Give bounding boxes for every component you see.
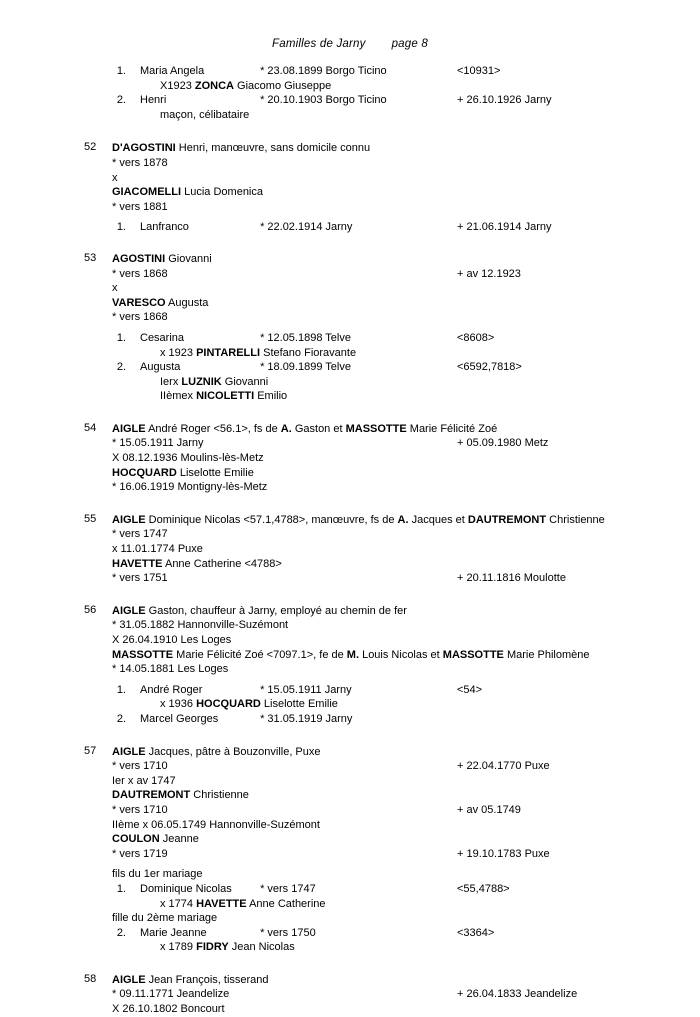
child-name: Marcel Georges xyxy=(140,712,219,725)
entry-line xyxy=(112,281,686,296)
marriage-given: Emilio xyxy=(254,390,288,403)
family-entry xyxy=(0,422,700,495)
note-text: fille du 2ème mariage xyxy=(112,912,218,925)
entry-detail: Augusta xyxy=(165,296,209,309)
child-name: Henri xyxy=(140,94,167,107)
children-list xyxy=(112,683,686,727)
entry-detail: * 09.11.1771 Jeandelize xyxy=(112,988,230,1001)
entry-detail: X 26.10.1802 Boncourt xyxy=(112,1003,225,1016)
child-birth: * 23.08.1899 Borgo Ticino xyxy=(260,65,387,77)
entry-detail: Dominique Nicolas <57.1,4788>, manœuvre, fs de xyxy=(145,513,398,526)
surname: D'AGOSTINI xyxy=(112,142,176,155)
surname: AIGLE xyxy=(112,604,146,617)
entry-number: 55 xyxy=(84,512,97,525)
entry-death: + 26.04.1833 Jeandelize xyxy=(457,988,578,1001)
entry-line xyxy=(112,252,686,267)
father-surname: A. xyxy=(397,513,409,526)
family-entry xyxy=(0,745,700,955)
family-entry xyxy=(0,252,700,404)
entry-detail: Ier x av 1747 xyxy=(112,774,176,787)
entry-line xyxy=(112,171,686,186)
child-marriage xyxy=(112,389,686,404)
father-detail: Jacques et xyxy=(408,513,468,526)
entry-detail: * vers 1868 xyxy=(112,267,168,280)
mother-detail: Christienne xyxy=(546,513,605,526)
list-item xyxy=(112,683,686,698)
child-index: 1. xyxy=(116,882,126,895)
child-name: Dominique Nicolas xyxy=(140,882,232,895)
entry-line xyxy=(112,1002,686,1017)
marriage-prefix: x 1789 xyxy=(160,941,197,954)
child-reference: <3364> xyxy=(457,926,495,939)
entry-detail: Anne Catherine <4788> xyxy=(162,557,282,570)
child-name: Lanfranco xyxy=(140,221,189,234)
entry-line xyxy=(112,847,686,862)
entry-line xyxy=(112,803,686,818)
entry-line xyxy=(112,436,686,451)
child-reference: <6592,7818> xyxy=(457,361,522,374)
child-marriage xyxy=(112,375,686,390)
entry-line xyxy=(112,832,686,847)
entry-line xyxy=(112,759,686,774)
entry-detail: Gaston, chauffeur à Jarny, employé au chemin de fer xyxy=(145,604,407,617)
children-list xyxy=(112,331,686,404)
mother-surname: MASSOTTE xyxy=(442,648,504,661)
child-index: 1. xyxy=(116,683,126,696)
entry-line xyxy=(112,557,686,572)
child-death: + 21.06.1914 Jarny xyxy=(457,221,552,234)
entry-detail: x xyxy=(112,282,118,295)
list-item xyxy=(112,331,686,346)
entry-line xyxy=(112,745,686,760)
marriage-prefix: Ierx xyxy=(160,375,182,388)
children-list xyxy=(112,64,686,122)
family-entry xyxy=(0,141,700,235)
father-detail: Gaston et xyxy=(291,422,346,435)
child-index: 2. xyxy=(116,926,126,939)
marriage-given: Giacomo Giuseppe xyxy=(233,79,332,92)
entry-line xyxy=(112,648,686,663)
header-page-label: page 8 xyxy=(391,38,428,50)
spouse-surname: HAVETTE xyxy=(112,557,163,570)
entry-detail: Jeanne xyxy=(159,833,199,846)
children-note xyxy=(112,911,686,926)
entry-detail: * vers 1719 xyxy=(112,847,168,860)
entry-detail: Christienne xyxy=(190,789,249,802)
marriage-prefix: X1923 xyxy=(160,79,195,92)
entry-line xyxy=(112,633,686,648)
entry-detail: X 26.04.1910 Les Loges xyxy=(112,634,232,646)
marriage-given: Liselotte Emilie xyxy=(260,698,338,711)
occupation-text: maçon, célibataire xyxy=(160,108,250,121)
entry-death: + av 12.1923 xyxy=(457,267,521,280)
entry-line xyxy=(112,604,686,619)
marriage-prefix: IIèmex xyxy=(160,390,197,403)
entry-detail: * vers 1878 xyxy=(112,156,168,169)
entry-line xyxy=(112,973,686,988)
entry-detail: * vers 1881 xyxy=(112,200,168,213)
entry-line xyxy=(112,267,686,282)
child-birth: * 18.09.1899 Telve xyxy=(260,361,351,374)
child-name: Maria Angela xyxy=(140,65,205,77)
entry-detail: Lucia Domenica xyxy=(181,186,263,199)
child-marriage xyxy=(112,79,686,94)
list-item xyxy=(112,220,686,235)
child-index: 1. xyxy=(116,331,126,344)
child-birth: * 12.05.1898 Telve xyxy=(260,331,351,344)
child-index: 2. xyxy=(116,361,126,374)
mother-surname: DAUTREMONT xyxy=(467,513,547,526)
child-birth: * 20.10.1903 Borgo Ticino xyxy=(260,94,387,107)
entry-number: 57 xyxy=(84,744,97,757)
entry-detail: Giovanni xyxy=(165,252,212,265)
entry-line xyxy=(112,987,686,1002)
child-reference: <10931> xyxy=(457,65,501,77)
family-entry xyxy=(0,973,700,1017)
surname: AIGLE xyxy=(112,973,146,986)
child-name: Marie Jeanne xyxy=(140,926,207,939)
entry-line xyxy=(112,480,686,495)
entry-detail: * vers 1751 xyxy=(112,572,168,585)
surname: GIACOMELLI xyxy=(112,186,182,199)
entry-detail: * vers 1710 xyxy=(112,760,168,773)
entry-number: 58 xyxy=(84,972,97,985)
entry-detail: Marie Félicité Zoé <7097.1>, fe de xyxy=(173,648,347,661)
marriage-surname: HAVETTE xyxy=(196,897,247,910)
entry-detail: * 15.05.1911 Jarny xyxy=(112,437,204,450)
marriage-surname: NICOLETTI xyxy=(196,390,255,403)
entry-detail: Henri, manœuvre, sans domicile connu xyxy=(175,142,371,155)
entry-detail: * 14.05.1881 Les Loges xyxy=(112,663,229,676)
marriage-given: Giovanni xyxy=(221,375,269,388)
children-list xyxy=(112,867,686,955)
marriage-given: Stefano Fioravante xyxy=(260,346,357,359)
entry-number: 54 xyxy=(84,421,97,434)
marriage-surname: LUZNIK xyxy=(181,375,222,388)
entry-line xyxy=(112,200,686,215)
child-birth: * 22.02.1914 Jarny xyxy=(260,221,353,234)
document-body xyxy=(0,62,700,1017)
list-item xyxy=(112,93,686,108)
entry-line xyxy=(112,310,686,325)
page-header xyxy=(0,0,700,50)
entry-line xyxy=(112,296,686,311)
child-marriage xyxy=(112,346,686,361)
surname: AIGLE xyxy=(112,513,146,526)
entry-detail: X 08.12.1936 Moulins-lès-Metz xyxy=(112,452,264,465)
entry-line xyxy=(112,542,686,557)
entry-line xyxy=(112,662,686,677)
entry-number: 56 xyxy=(84,603,97,616)
entry-line xyxy=(112,788,686,803)
children-list xyxy=(112,220,686,235)
list-item xyxy=(112,64,686,79)
entry-line xyxy=(112,422,686,437)
spouse-surname: MASSOTTE xyxy=(112,648,174,661)
child-death: + 26.10.1926 Jarny xyxy=(457,94,552,107)
marriage-prefix: x 1923 xyxy=(160,346,197,359)
entry-detail: * vers 1710 xyxy=(112,803,168,816)
child-name: Augusta xyxy=(140,361,181,374)
entry-line xyxy=(112,141,686,156)
entry-detail: * vers 1868 xyxy=(112,311,168,324)
child-index: 1. xyxy=(116,221,126,234)
family-entry xyxy=(0,604,700,727)
entry-detail: x xyxy=(112,171,118,184)
entry-line xyxy=(112,513,686,528)
entry-line xyxy=(112,571,686,586)
entry-line xyxy=(112,466,686,481)
marriage-prefix: x 1774 xyxy=(160,897,197,910)
child-reference: <8608> xyxy=(457,331,495,344)
child-birth: * vers 1750 xyxy=(260,926,316,939)
entry-line xyxy=(112,451,686,466)
child-reference: <55,4788> xyxy=(457,882,510,895)
marriage-surname: FIDRY xyxy=(196,941,229,954)
child-marriage xyxy=(112,897,686,912)
entry-detail: * 16.06.1919 Montigny-lès-Metz xyxy=(112,481,268,494)
entry-death: + av 05.1749 xyxy=(457,803,521,816)
continued-children-block xyxy=(0,64,700,122)
mother-detail: Marie Félicité Zoé xyxy=(406,422,498,435)
entry-detail: Jacques, pâtre à Bouzonville, Puxe xyxy=(145,745,321,758)
entry-line xyxy=(112,156,686,171)
child-marriage xyxy=(112,940,686,955)
family-entry xyxy=(0,513,700,586)
father-detail: Louis Nicolas et xyxy=(359,648,443,661)
father-surname: A. xyxy=(280,422,292,435)
list-item xyxy=(112,882,686,897)
child-birth: * 15.05.1911 Jarny xyxy=(260,683,352,696)
entry-number: 53 xyxy=(84,251,97,264)
surname: AGOSTINI xyxy=(112,252,166,265)
child-index: 2. xyxy=(116,712,126,725)
mother-surname: MASSOTTE xyxy=(345,422,407,435)
entry-line xyxy=(112,527,686,542)
entry-detail: * 31.05.1882 Hannonville-Suzémont xyxy=(112,619,289,632)
mother-detail: Marie Philomène xyxy=(503,648,590,661)
entry-death: + 20.11.1816 Moulotte xyxy=(457,572,566,585)
entry-detail: IIème x 06.05.1749 Hannonville-Suzémont xyxy=(112,818,320,831)
spouse-surname: HOCQUARD xyxy=(112,466,177,479)
spouse-surname: DAUTREMONT xyxy=(112,789,191,802)
marriage-surname: HOCQUARD xyxy=(196,698,261,711)
marriage-given: Anne Catherine xyxy=(246,897,326,910)
note-text: fils du 1er mariage xyxy=(112,868,203,881)
header-title: Familles de Jarny xyxy=(272,38,366,50)
entry-death: + 05.09.1980 Metz xyxy=(457,437,549,450)
child-name: André Roger xyxy=(140,683,203,696)
marriage-surname: ZONCA xyxy=(194,79,234,92)
marriage-surname: PINTARELLI xyxy=(196,346,261,359)
father-surname: M. xyxy=(346,648,360,661)
entry-detail: André Roger <56.1>, fs de xyxy=(145,422,281,435)
entry-detail: Liselotte Emilie xyxy=(176,466,254,479)
child-name: Cesarina xyxy=(140,331,185,344)
child-index: 1. xyxy=(116,65,126,77)
list-item xyxy=(112,360,686,375)
marriage-given: Jean Nicolas xyxy=(228,941,295,954)
entry-death: + 19.10.1783 Puxe xyxy=(457,847,550,860)
spouse-surname: COULON xyxy=(112,833,160,846)
child-marriage xyxy=(112,697,686,712)
list-item xyxy=(112,926,686,941)
surname: VARESCO xyxy=(112,296,166,309)
entry-line xyxy=(112,774,686,789)
entry-number: 52 xyxy=(84,141,97,154)
entry-line xyxy=(112,618,686,633)
surname: AIGLE xyxy=(112,422,146,435)
entry-detail: * vers 1747 xyxy=(112,528,168,541)
entry-death: + 22.04.1770 Puxe xyxy=(457,760,550,773)
entry-line xyxy=(112,818,686,833)
surname: AIGLE xyxy=(112,745,146,758)
child-index: 2. xyxy=(116,94,126,107)
children-note xyxy=(112,867,686,882)
entry-line xyxy=(112,185,686,200)
marriage-prefix: x 1936 xyxy=(160,698,197,711)
entry-detail: x 11.01.1774 Puxe xyxy=(112,543,203,556)
list-item xyxy=(112,712,686,727)
entry-detail: Jean François, tisserand xyxy=(145,973,269,986)
child-reference: <54> xyxy=(457,683,483,696)
child-birth: * 31.05.1919 Jarny xyxy=(260,712,353,725)
child-occupation xyxy=(112,108,686,123)
child-birth: * vers 1747 xyxy=(260,882,316,895)
